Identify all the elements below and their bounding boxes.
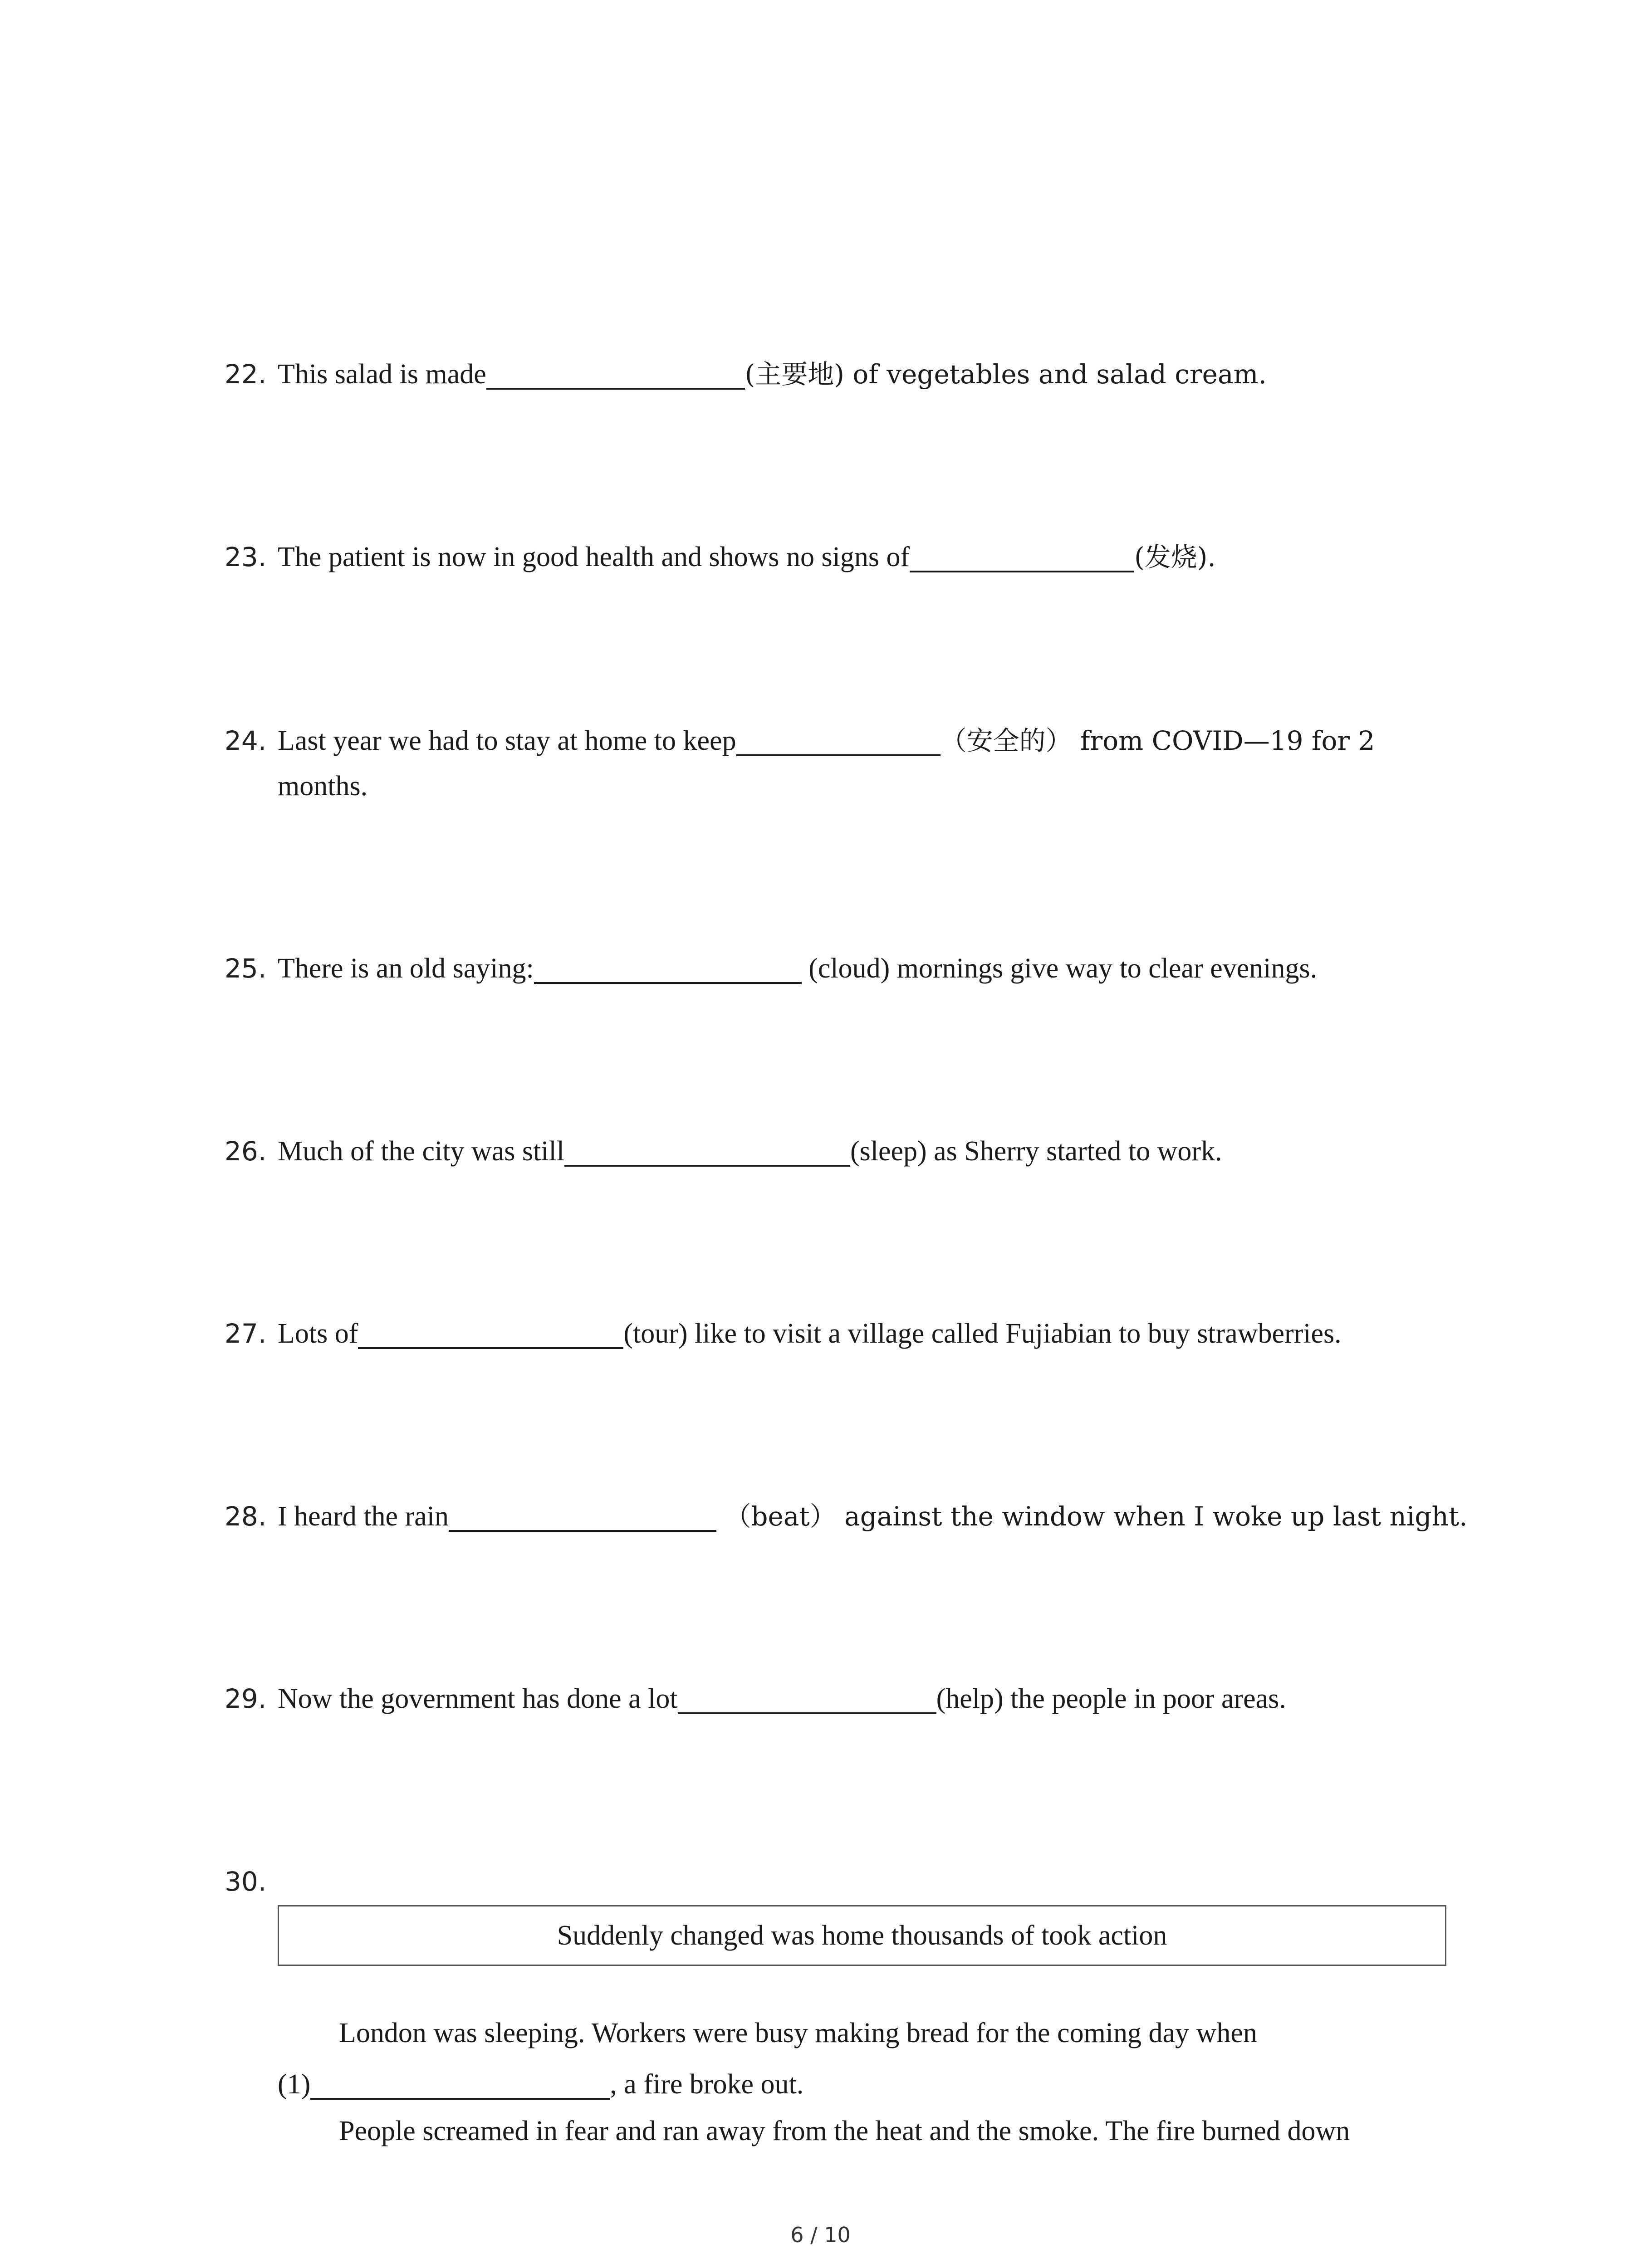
question-text-before: The patient is now in good health and shows no signs of <box>278 542 910 572</box>
question-number: 22. <box>225 359 267 390</box>
answer-blank-30-1[interactable] <box>310 2063 610 2100</box>
question-text-after: (tour) like to visit a village called Fujiabian to buy strawberries. <box>623 1318 1342 1349</box>
question-number: 23. <box>225 542 267 572</box>
passage-line-1: London was sleeping. Workers were busy making bread for the coming day when <box>339 2018 1257 2048</box>
question-text-before: This salad is made <box>278 359 486 390</box>
word-bank-box: Suddenly changed was home thousands of took action <box>278 1905 1446 1966</box>
question-text-after: (help) the people in poor areas. <box>936 1683 1286 1714</box>
question-text <box>278 1129 1222 1174</box>
question-number: 26. <box>225 1136 267 1167</box>
question-text-line2: months. <box>278 771 368 802</box>
question-text-before: I heard the rain <box>278 1501 449 1532</box>
question-number: 30. <box>225 1866 267 1897</box>
question-number: 25. <box>225 953 267 984</box>
question-number: 24. <box>225 725 267 756</box>
answer-blank-29[interactable] <box>678 1677 936 1714</box>
answer-blank-24[interactable] <box>736 719 941 756</box>
answer-blank-23[interactable] <box>910 535 1134 572</box>
question-number: 27. <box>225 1318 267 1349</box>
question-number: 29. <box>225 1683 267 1714</box>
passage-line-2 <box>278 2062 803 2107</box>
question-text-after: （beat） against the window when I woke up last night. <box>716 1501 1468 1532</box>
question-text-before: Lots of <box>278 1318 358 1349</box>
question-text-after: (sleep) as Sherry started to work. <box>850 1136 1222 1167</box>
question-number: 28. <box>225 1501 267 1532</box>
passage-line-3: People screamed in fear and ran away from the heat and the smoke. The fire burned down <box>339 2116 1350 2146</box>
question-text <box>278 1676 1286 1721</box>
question-text-before: There is an old saying: <box>278 953 534 984</box>
question-text-after: (主要地) of vegetables and salad cream. <box>745 359 1267 390</box>
question-text-before: Now the government has done a lot <box>278 1683 678 1714</box>
question-text-after: (发烧). <box>1134 542 1216 572</box>
answer-blank-25[interactable] <box>534 947 802 984</box>
answer-blank-22[interactable] <box>486 352 745 390</box>
question-text <box>278 718 1375 763</box>
question-text <box>278 946 1317 991</box>
question-text-before: Last year we had to stay at home to keep <box>278 725 736 756</box>
blank-label: (1) <box>278 2069 311 2100</box>
question-text <box>278 1311 1342 1356</box>
question-text-before: Much of the city was still <box>278 1136 564 1167</box>
answer-blank-27[interactable] <box>358 1312 623 1349</box>
answer-blank-26[interactable] <box>564 1129 850 1167</box>
page-number: 6 / 10 <box>790 2223 851 2247</box>
question-text <box>278 534 1216 580</box>
question-text-after: (cloud) mornings give way to clear evenings. <box>801 953 1318 984</box>
question-text-after: （安全的） from COVID—19 for 2 <box>940 725 1375 756</box>
question-text <box>278 352 1267 397</box>
answer-blank-28[interactable] <box>449 1495 716 1532</box>
question-text <box>278 1494 1468 1539</box>
passage-text: , a fire broke out. <box>610 2069 804 2100</box>
